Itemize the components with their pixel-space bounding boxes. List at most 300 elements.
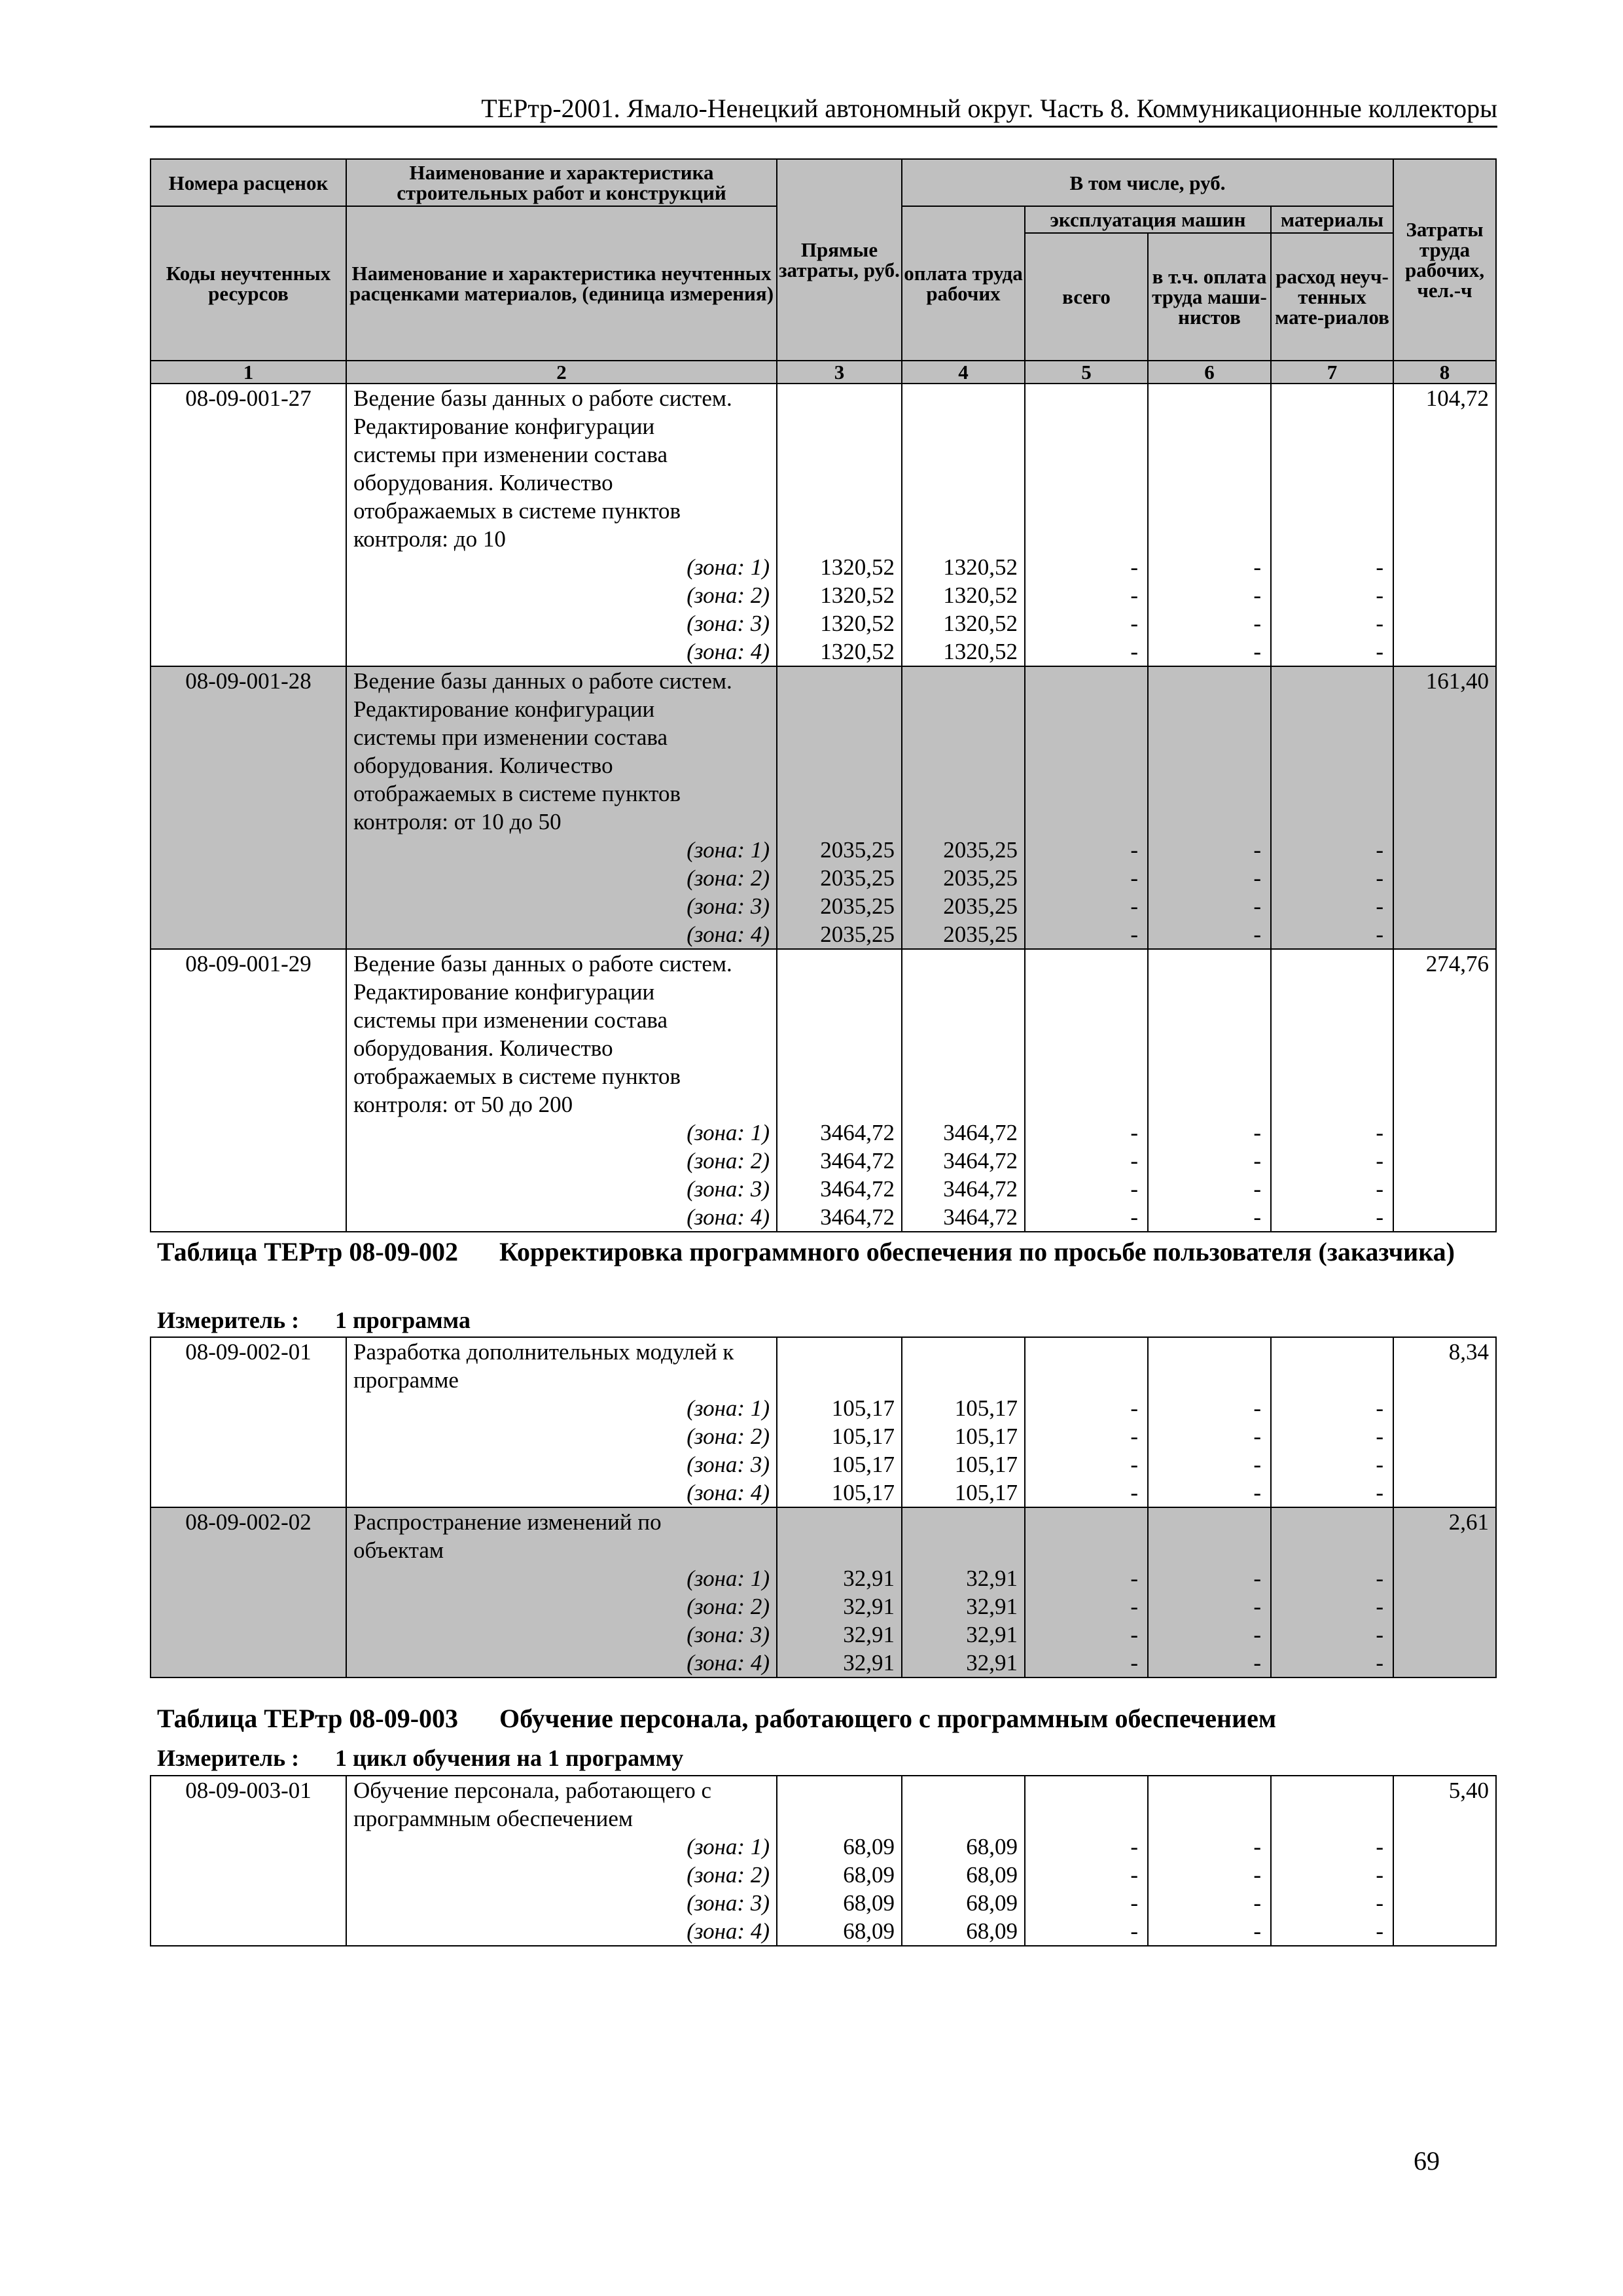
operator-pay-value: - (1148, 920, 1271, 949)
worker-pay-value: 2035,25 (902, 892, 1025, 920)
zone-label: (зона: 4) (346, 1917, 777, 1946)
zone-label: (зона: 3) (346, 892, 777, 920)
zone-label: (зона: 1) (346, 1119, 777, 1147)
labor-costs-value (1393, 1861, 1496, 1889)
rate-code (151, 892, 346, 920)
worker-pay-value (902, 525, 1025, 553)
material-usage-value: - (1271, 892, 1393, 920)
labor-costs-value (1393, 1450, 1496, 1479)
table-row (151, 864, 1496, 892)
operator-pay-value (1148, 1507, 1271, 1536)
worker-pay-value: 2035,25 (902, 864, 1025, 892)
machines-total-value (1025, 695, 1148, 723)
operator-pay-value (1148, 723, 1271, 751)
table-row (151, 1917, 1496, 1946)
rate-code (151, 1804, 346, 1833)
worker-pay-value (902, 1776, 1025, 1804)
col-number: 8 (1393, 361, 1496, 384)
direct-costs-value: 32,91 (777, 1649, 902, 1677)
table-row (151, 553, 1496, 581)
labor-costs-value (1393, 1536, 1496, 1564)
material-usage-value (1271, 1062, 1393, 1090)
operator-pay-value (1148, 978, 1271, 1006)
machines-total-value: - (1025, 1917, 1148, 1946)
machines-total-value (1025, 949, 1148, 978)
operator-pay-value (1148, 525, 1271, 553)
direct-costs-value (777, 384, 902, 412)
material-usage-value (1271, 666, 1393, 695)
rate-code: 08-09-002-02 (151, 1507, 346, 1536)
labor-costs-value (1393, 1592, 1496, 1621)
machines-total-value (1025, 497, 1148, 525)
col-number: 3 (777, 361, 902, 384)
worker-pay-value: 3464,72 (902, 1175, 1025, 1203)
labor-costs-value (1393, 553, 1496, 581)
rate-code (151, 553, 346, 581)
direct-costs-value (777, 949, 902, 978)
worker-pay-value: 105,17 (902, 1479, 1025, 1507)
material-usage-value: - (1271, 1479, 1393, 1507)
direct-costs-value (777, 497, 902, 525)
rate-code (151, 440, 346, 469)
table-row (151, 723, 1496, 751)
direct-costs-value (777, 695, 902, 723)
head-machines-total: всего (1025, 233, 1148, 361)
direct-costs-value (777, 1034, 902, 1062)
machines-total-value: - (1025, 1649, 1148, 1677)
work-description-line: контроля: от 50 до 200 (346, 1090, 777, 1119)
work-description-line: Ведение базы данных о работе систем. (346, 949, 777, 978)
measure-label: Измеритель : (157, 1745, 300, 1771)
machines-total-value (1025, 978, 1148, 1006)
material-usage-value: - (1271, 609, 1393, 637)
labor-costs-value (1393, 836, 1496, 864)
material-usage-value (1271, 1776, 1393, 1804)
table-row (151, 384, 1496, 412)
material-usage-value: - (1271, 1564, 1393, 1592)
direct-costs-value (777, 666, 902, 695)
machines-total-value: - (1025, 1479, 1148, 1507)
work-description-line: оборудования. Количество (346, 751, 777, 780)
labor-costs-value (1393, 892, 1496, 920)
zone-label: (зона: 4) (346, 920, 777, 949)
direct-costs-value (777, 525, 902, 553)
rate-code (151, 780, 346, 808)
machines-total-value (1025, 525, 1148, 553)
rate-code (151, 1366, 346, 1394)
worker-pay-value: 3464,72 (902, 1147, 1025, 1175)
zone-label: (зона: 2) (346, 1422, 777, 1450)
material-usage-value (1271, 469, 1393, 497)
table-row (151, 666, 1496, 695)
worker-pay-value (902, 949, 1025, 978)
work-description-line: Редактирование конфигурации (346, 412, 777, 440)
rate-code (151, 609, 346, 637)
material-usage-value: - (1271, 1450, 1393, 1479)
machines-total-value (1025, 1062, 1148, 1090)
rate-code (151, 920, 346, 949)
worker-pay-value (902, 1090, 1025, 1119)
table-row (151, 1147, 1496, 1175)
rates-table-003 (150, 1775, 1497, 1946)
labor-costs-value (1393, 1034, 1496, 1062)
material-usage-value: - (1271, 1889, 1393, 1917)
machines-total-value (1025, 808, 1148, 836)
material-usage-value: - (1271, 1917, 1393, 1946)
direct-costs-value (777, 1804, 902, 1833)
table-row (151, 1776, 1496, 1804)
head-labor-costs: Затраты труда рабочих, чел.-ч (1393, 159, 1496, 361)
direct-costs-value (777, 1507, 902, 1536)
col-number: 7 (1271, 361, 1393, 384)
direct-costs-value (777, 469, 902, 497)
labor-costs-value (1393, 1621, 1496, 1649)
direct-costs-value: 105,17 (777, 1450, 902, 1479)
worker-pay-value: 3464,72 (902, 1119, 1025, 1147)
rate-code (151, 1394, 346, 1422)
operator-pay-value: - (1148, 1889, 1271, 1917)
table-row (151, 1649, 1496, 1677)
rate-code: 08-09-001-28 (151, 666, 346, 695)
operator-pay-value (1148, 1090, 1271, 1119)
table-row (151, 751, 1496, 780)
zone-label: (зона: 2) (346, 864, 777, 892)
labor-costs-value (1393, 1804, 1496, 1833)
table-row (151, 1394, 1496, 1422)
rate-code (151, 1536, 346, 1564)
table-row (151, 609, 1496, 637)
table-row (151, 1889, 1496, 1917)
work-description-line: отображаемых в системе пунктов (346, 780, 777, 808)
zone-label: (зона: 2) (346, 1592, 777, 1621)
machines-total-value: - (1025, 1592, 1148, 1621)
machines-total-value: - (1025, 920, 1148, 949)
running-header: ТЕРтр-2001. Ямало-Ненецкий автономный округ. Часть 8. Коммуникационные коллекторы (481, 94, 1497, 123)
worker-pay-value: 105,17 (902, 1394, 1025, 1422)
zone-label: (зона: 4) (346, 1479, 777, 1507)
material-usage-value (1271, 1034, 1393, 1062)
rate-code (151, 637, 346, 666)
labor-costs-value (1393, 695, 1496, 723)
worker-pay-value (902, 751, 1025, 780)
material-usage-value (1271, 1507, 1393, 1536)
labor-costs-value (1393, 412, 1496, 440)
rates-table-001 (150, 158, 1497, 1232)
col-number: 5 (1025, 361, 1148, 384)
operator-pay-value (1148, 1006, 1271, 1034)
direct-costs-value: 2035,25 (777, 892, 902, 920)
operator-pay-value: - (1148, 1203, 1271, 1232)
table-caption-number: Таблица ТЕРтр 08-09-002 (157, 1237, 459, 1266)
rate-code (151, 497, 346, 525)
table-row (151, 637, 1496, 666)
material-usage-value (1271, 1366, 1393, 1394)
direct-costs-value (777, 440, 902, 469)
operator-pay-value (1148, 1776, 1271, 1804)
worker-pay-value (902, 695, 1025, 723)
table-row (151, 1175, 1496, 1203)
operator-pay-value: - (1148, 1564, 1271, 1592)
rate-code: 08-09-002-01 (151, 1337, 346, 1366)
labor-costs-value (1393, 864, 1496, 892)
zone-label: (зона: 3) (346, 1889, 777, 1917)
worker-pay-value: 2035,25 (902, 920, 1025, 949)
worker-pay-value (902, 808, 1025, 836)
worker-pay-value (902, 412, 1025, 440)
worker-pay-value (902, 440, 1025, 469)
machines-total-value: - (1025, 609, 1148, 637)
direct-costs-value (777, 1062, 902, 1090)
material-usage-value: - (1271, 1649, 1393, 1677)
operator-pay-value: - (1148, 864, 1271, 892)
machines-total-value: - (1025, 553, 1148, 581)
direct-costs-value: 3464,72 (777, 1175, 902, 1203)
zone-label: (зона: 2) (346, 581, 777, 609)
work-description-line: Редактирование конфигурации (346, 978, 777, 1006)
rate-code (151, 695, 346, 723)
operator-pay-value: - (1148, 1175, 1271, 1203)
operator-pay-value: - (1148, 1119, 1271, 1147)
machines-total-value (1025, 1090, 1148, 1119)
machines-total-value: - (1025, 637, 1148, 666)
direct-costs-value: 2035,25 (777, 836, 902, 864)
table-row (151, 440, 1496, 469)
machines-total-value (1025, 440, 1148, 469)
direct-costs-value: 68,09 (777, 1917, 902, 1946)
direct-costs-value (777, 978, 902, 1006)
head-operator-pay: в т.ч. оплата труда маши-нистов (1148, 233, 1271, 361)
worker-pay-value: 1320,52 (902, 637, 1025, 666)
operator-pay-value (1148, 497, 1271, 525)
machines-total-value (1025, 469, 1148, 497)
table-row (151, 1507, 1496, 1536)
col-number: 2 (346, 361, 777, 384)
worker-pay-value: 68,09 (902, 1889, 1025, 1917)
labor-costs-value: 104,72 (1393, 384, 1496, 412)
direct-costs-value (777, 1337, 902, 1366)
material-usage-value (1271, 412, 1393, 440)
col-number: 4 (902, 361, 1025, 384)
direct-costs-value: 105,17 (777, 1422, 902, 1450)
zone-label: (зона: 1) (346, 553, 777, 581)
material-usage-value: - (1271, 1203, 1393, 1232)
worker-pay-value: 68,09 (902, 1861, 1025, 1889)
table-row (151, 1592, 1496, 1621)
machines-total-value: - (1025, 1833, 1148, 1861)
rate-code (151, 1034, 346, 1062)
worker-pay-value: 32,91 (902, 1592, 1025, 1621)
material-usage-value: - (1271, 1621, 1393, 1649)
operator-pay-value (1148, 469, 1271, 497)
table-row (151, 892, 1496, 920)
direct-costs-value (777, 1006, 902, 1034)
operator-pay-value (1148, 384, 1271, 412)
rate-code (151, 469, 346, 497)
worker-pay-value (902, 1507, 1025, 1536)
labor-costs-value: 8,34 (1393, 1337, 1496, 1366)
direct-costs-value (777, 1536, 902, 1564)
worker-pay-value: 32,91 (902, 1649, 1025, 1677)
operator-pay-value: - (1148, 1450, 1271, 1479)
work-description-line: Обучение персонала, работающего с (346, 1776, 777, 1804)
rate-code (151, 1889, 346, 1917)
material-usage-value: - (1271, 1394, 1393, 1422)
operator-pay-value: - (1148, 1479, 1271, 1507)
table-row (151, 1006, 1496, 1034)
rate-code (151, 1119, 346, 1147)
labor-costs-value: 161,40 (1393, 666, 1496, 695)
material-usage-value: - (1271, 1175, 1393, 1203)
labor-costs-value (1393, 609, 1496, 637)
measure-label: Измеритель : (157, 1307, 300, 1333)
work-description-line: системы при изменении состава (346, 440, 777, 469)
material-usage-value (1271, 723, 1393, 751)
zone-label: (зона: 3) (346, 1450, 777, 1479)
rate-code (151, 1564, 346, 1592)
work-description-line: Распространение изменений по (346, 1507, 777, 1536)
machines-total-value (1025, 1536, 1148, 1564)
rate-code (151, 1203, 346, 1232)
direct-costs-value: 3464,72 (777, 1119, 902, 1147)
worker-pay-value (902, 1062, 1025, 1090)
operator-pay-value: - (1148, 581, 1271, 609)
direct-costs-value: 1320,52 (777, 609, 902, 637)
work-description-line: отображаемых в системе пунктов (346, 497, 777, 525)
labor-costs-value (1393, 637, 1496, 666)
machines-total-value (1025, 1804, 1148, 1833)
table-row (151, 1833, 1496, 1861)
machines-total-value: - (1025, 1564, 1148, 1592)
zone-label: (зона: 4) (346, 1649, 777, 1677)
rate-code (151, 978, 346, 1006)
direct-costs-value: 3464,72 (777, 1147, 902, 1175)
worker-pay-value (902, 1366, 1025, 1394)
table-row (151, 695, 1496, 723)
table-row (151, 836, 1496, 864)
worker-pay-value (902, 666, 1025, 695)
rate-code (151, 1090, 346, 1119)
machines-total-value: - (1025, 581, 1148, 609)
direct-costs-value (777, 723, 902, 751)
operator-pay-value (1148, 1337, 1271, 1366)
head-including: В том числе, руб. (902, 159, 1393, 206)
rate-code (151, 581, 346, 609)
machines-total-value (1025, 1776, 1148, 1804)
material-usage-value (1271, 1006, 1393, 1034)
direct-costs-value: 32,91 (777, 1592, 902, 1621)
zone-label: (зона: 3) (346, 1621, 777, 1649)
rate-code (151, 525, 346, 553)
material-usage-value: - (1271, 581, 1393, 609)
labor-costs-value (1393, 1889, 1496, 1917)
work-description-line: оборудования. Количество (346, 1034, 777, 1062)
machines-total-value (1025, 723, 1148, 751)
operator-pay-value (1148, 1062, 1271, 1090)
labor-costs-value (1393, 1833, 1496, 1861)
work-description-line: системы при изменении состава (346, 723, 777, 751)
page-number: 69 (1414, 2146, 1440, 2176)
labor-costs-value (1393, 497, 1496, 525)
material-usage-value (1271, 978, 1393, 1006)
labor-costs-value (1393, 1175, 1496, 1203)
zone-label: (зона: 1) (346, 1564, 777, 1592)
rate-code: 08-09-003-01 (151, 1776, 346, 1804)
machines-total-value: - (1025, 1889, 1148, 1917)
operator-pay-value: - (1148, 637, 1271, 666)
operator-pay-value (1148, 780, 1271, 808)
table-row (151, 1479, 1496, 1507)
work-description-line: системы при изменении состава (346, 1006, 777, 1034)
operator-pay-value (1148, 751, 1271, 780)
worker-pay-value: 105,17 (902, 1422, 1025, 1450)
work-description-line: Редактирование конфигурации (346, 695, 777, 723)
operator-pay-value (1148, 1536, 1271, 1564)
rate-code (151, 1147, 346, 1175)
head-material-usage: расход неуч-тенных мате-риалов (1271, 233, 1393, 361)
machines-total-value: - (1025, 1450, 1148, 1479)
labor-costs-value (1393, 1479, 1496, 1507)
table-row (151, 1034, 1496, 1062)
labor-costs-value (1393, 1649, 1496, 1677)
operator-pay-value (1148, 949, 1271, 978)
worker-pay-value (902, 1536, 1025, 1564)
worker-pay-value: 2035,25 (902, 836, 1025, 864)
table-row (151, 412, 1496, 440)
worker-pay-value (902, 497, 1025, 525)
machines-total-value: - (1025, 864, 1148, 892)
table-row (151, 497, 1496, 525)
material-usage-value (1271, 1804, 1393, 1833)
material-usage-value: - (1271, 1592, 1393, 1621)
table-row (151, 1422, 1496, 1450)
table-row (151, 920, 1496, 949)
machines-total-value (1025, 1507, 1148, 1536)
machines-total-value: - (1025, 1147, 1148, 1175)
material-usage-value: - (1271, 1861, 1393, 1889)
worker-pay-value (902, 384, 1025, 412)
rate-code (151, 1621, 346, 1649)
table-caption-title: Обучение персонала, работающего с программным обеспечением (499, 1704, 1277, 1733)
worker-pay-value: 1320,52 (902, 581, 1025, 609)
operator-pay-value (1148, 1366, 1271, 1394)
table-row (151, 1536, 1496, 1564)
table-caption-number: Таблица ТЕРтр 08-09-003 (157, 1704, 459, 1733)
machines-total-value (1025, 1006, 1148, 1034)
material-usage-value: - (1271, 1833, 1393, 1861)
labor-costs-value (1393, 751, 1496, 780)
labor-costs-value (1393, 440, 1496, 469)
operator-pay-value (1148, 666, 1271, 695)
zone-label: (зона: 3) (346, 609, 777, 637)
material-usage-value: - (1271, 920, 1393, 949)
direct-costs-value: 1320,52 (777, 553, 902, 581)
rate-code (151, 1649, 346, 1677)
rate-code (151, 1833, 346, 1861)
rate-code (151, 1917, 346, 1946)
head-machines: эксплуатация машин (1025, 206, 1271, 233)
rate-code (151, 808, 346, 836)
table-row (151, 1564, 1496, 1592)
operator-pay-value (1148, 808, 1271, 836)
table-row (151, 1621, 1496, 1649)
worker-pay-value (902, 1034, 1025, 1062)
rate-code (151, 1422, 346, 1450)
table-row (151, 1119, 1496, 1147)
machines-total-value: - (1025, 1119, 1148, 1147)
direct-costs-value: 68,09 (777, 1833, 902, 1861)
direct-costs-value: 32,91 (777, 1564, 902, 1592)
zone-label: (зона: 1) (346, 1833, 777, 1861)
